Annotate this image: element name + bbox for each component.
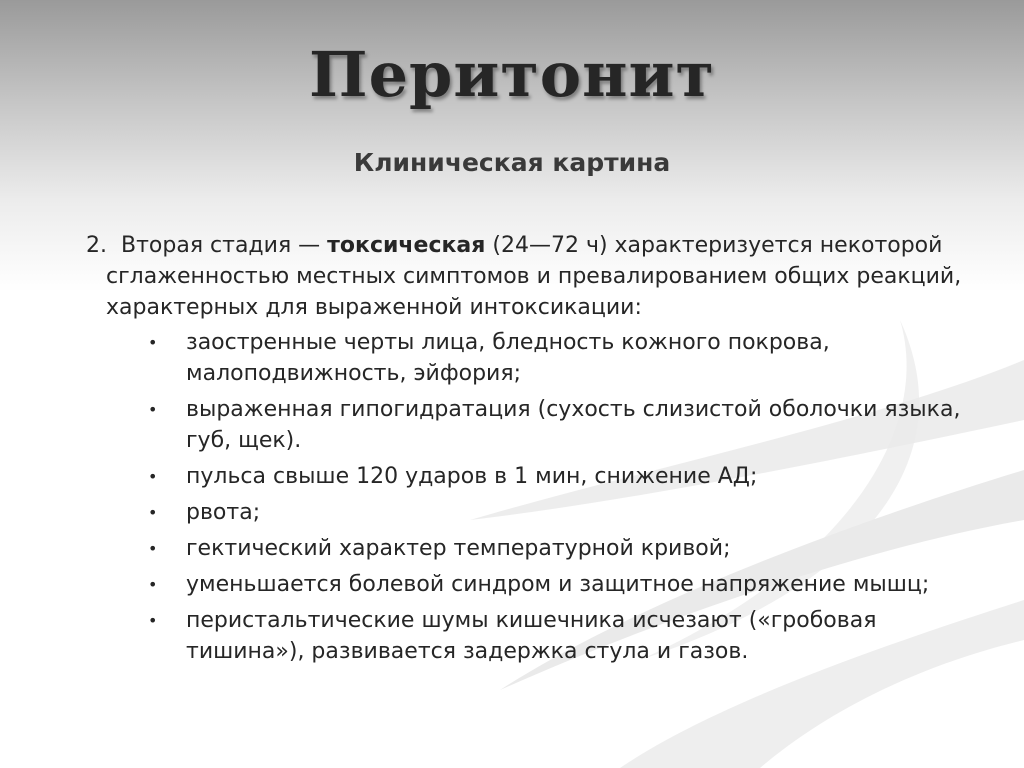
list-item-text: гектический характер температурной кривой;	[186, 536, 731, 561]
bullet-icon: •	[148, 611, 158, 630]
bullet-icon: •	[148, 539, 158, 558]
bullet-icon: •	[148, 575, 158, 594]
list-item	[148, 394, 986, 456]
intro-number: 2.	[86, 233, 107, 258]
list-item-text: заостренные черты лица, бледность кожного покрова, малоподвижность, эйфория;	[186, 330, 830, 386]
list-item-text: уменьшается болевой синдром и защитное напряжение мышц;	[186, 572, 930, 597]
intro-text-after: (24—72 ч) характеризуется некоторой сглаженностью местных симптомов и превалированием общих реакций, характерных для выраженной интоксикации:	[106, 233, 962, 320]
list-item	[148, 533, 986, 564]
slide-body	[86, 230, 986, 672]
list-item-text: перистальтические шумы кишечника исчезают («гробовая тишина»), развивается задержка стула и газов.	[186, 608, 877, 664]
list-item-text: пульса свыше 120 ударов в 1 мин, снижение АД;	[186, 464, 758, 489]
list-item	[148, 497, 986, 528]
list-item-text: рвота;	[186, 500, 261, 525]
symptom-list	[86, 327, 986, 667]
bullet-icon: •	[148, 333, 158, 352]
intro-text-before: Вторая стадия —	[121, 233, 328, 258]
bullet-icon: •	[148, 400, 158, 419]
list-item	[148, 327, 986, 389]
bullet-icon: •	[148, 503, 158, 522]
intro-paragraph	[86, 230, 986, 323]
list-item-text: выраженная гипогидратация (сухость слизистой оболочки языка, губ, щек).	[186, 397, 961, 453]
list-item	[148, 569, 986, 600]
intro-bold-term: токсическая	[327, 233, 486, 258]
slide-title: Перитонит	[309, 38, 715, 111]
list-item	[148, 605, 986, 667]
bullet-icon: •	[148, 467, 158, 486]
list-item	[148, 461, 986, 492]
slide-subtitle: Клиническая картина	[353, 148, 671, 177]
